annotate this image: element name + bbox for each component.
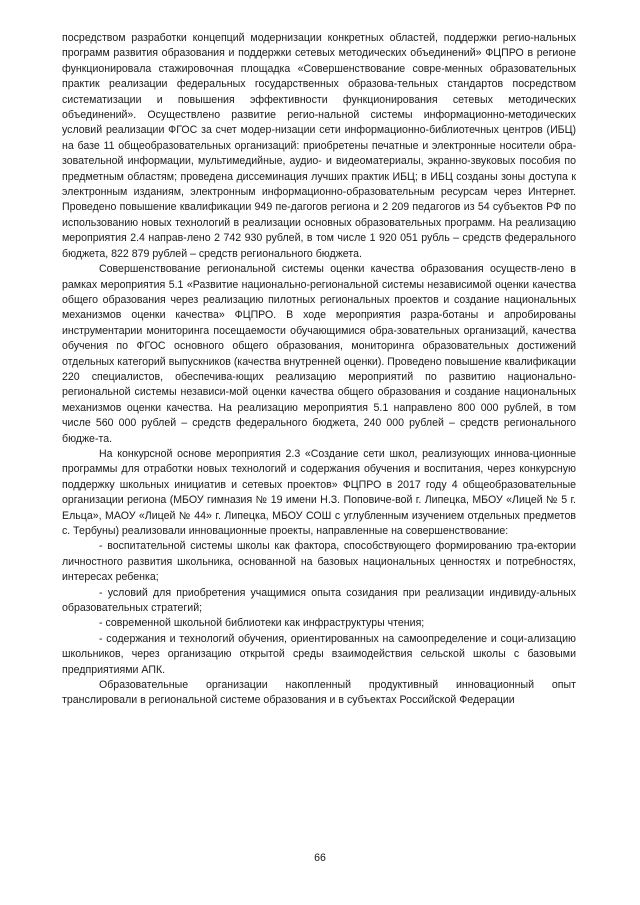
paragraph-innovative-schools: На конкурсной основе мероприятия 2.3 «Создание сети школ, реализующих иннова-ционные программы для отработки новых технологий и содержания обучения и воспитания, через конкурсную поддержку школьных инициатив и сетевых проектов» ФЦПРО в 2017 году 4 общеобразовательные организации региона (МБОУ гимназия № 19 имени Н.З. Поповиче-вой г. Липецка, МБОУ «Лицей № 5 г. Ельца», МАОУ «Лицей № 44» г. Липецка, МБОУ СОШ с углубленным изучением отдельных предметов с. Тербуны) реализовали инновационные проекты, направленные на совершенствование: [62, 447, 576, 537]
paragraph-ibc-development: посредством разработки концепций модернизации конкретных областей, поддержки регио-нальных программ развития образования и поддержки сетевых методических объединений» ФЦПРО в регионе функционировала стажировочная площадка «Совершенствование совре-менных образовательных практик реализации федеральных государственных образова-тельных стандартов посредством систематизации и повышения эффективности функционирования сетевых методических объединений». Осуществлено развитие регио-нальной системы информационно-методических условий реализации ФГОС за счет модер-низации сети информационно-библиотечных центров (ИБЦ) на базе 11 общеобразовательных организаций: приобретены печатные и электронные носители обра-зовательной информации, мультимедийные, аудио- и видеоматериалы, экранно-звуковых пособия по предметным областям; проведена диссеминация лучших практик ИБЦ; в ИБЦ созданы зоны доступа к электронным изданиям, электронным информационно-образовательным ресурсам через Интернет. Проведено повышение квалификации 949 пе-дагогов региона и 2 209 педагогов из 54 субъектов РФ по использованию новых технологий в реализации основных образовательных программ. На реализацию мероприятия 2.4 направ-лено 2 742 930 рублей, в том числе 1 920 051 рубль – средств федерального бюджета, 822 879 рублей – средств регионального бюджета. [62, 32, 576, 260]
list-item-individual-strategies: - условий для приобретения учащимися опыта созидания при реализации индивиду-альных образовательных стратегий; [62, 586, 576, 615]
paragraph-quality-assessment: Совершенствование региональной системы оценки качества образования осуществ-лено в рамках мероприятия 5.1 «Развитие национально-региональной системы независимой оценки качества общего образования через реализацию пилотных региональных проектов и создание национальных механизмов оценки качества» ФЦПРО. В ходе мероприятия разра-ботаны и апробированы инструментарии мониторинга посещаемости обучающимися обра-зовательных организаций, качества обучения по ФГОС основного общего образования, мониторинга образовательных достижений отдельных категорий выпускников (качества внутренней оценки). Проведено повышение квалификации 220 специалистов, обеспечива-ющих реализацию мероприятий по развитию национально-региональной системы независи-мой оценки качества общего образования и создание национальных механизмов оценки качества. На реализацию мероприятия 5.1 направлено 800 000 рублей, в том числе 560 000 рублей – средств федерального бюджета, 240 000 рублей – средств регионального бюдже-та. [62, 263, 576, 445]
list-item-upbringing-system: - воспитательной системы школы как фактора, способствующего формированию тра-ектории личностного развития школьника, основанной на базовых национальных ценностях и потребностях, интересах ребенка; [62, 540, 576, 584]
list-item-rural-school: - содержания и технологий обучения, ориентированных на самоопределение и соци-ализацию школьников, через организацию открытой среды взаимодействия сельской школы с базовыми предприятиями АПК. [62, 632, 576, 676]
list-item-school-library: - современной школьной библиотеки как инфраструктуры чтения; [99, 617, 425, 630]
document-body [62, 31, 576, 709]
page-number: 66 [314, 852, 326, 864]
paragraph-experience-transfer: Образовательные организации накопленный продуктивный инновационный опыт транслировали в региональной системе образования и в субъектах Российской Федерации [62, 679, 576, 707]
